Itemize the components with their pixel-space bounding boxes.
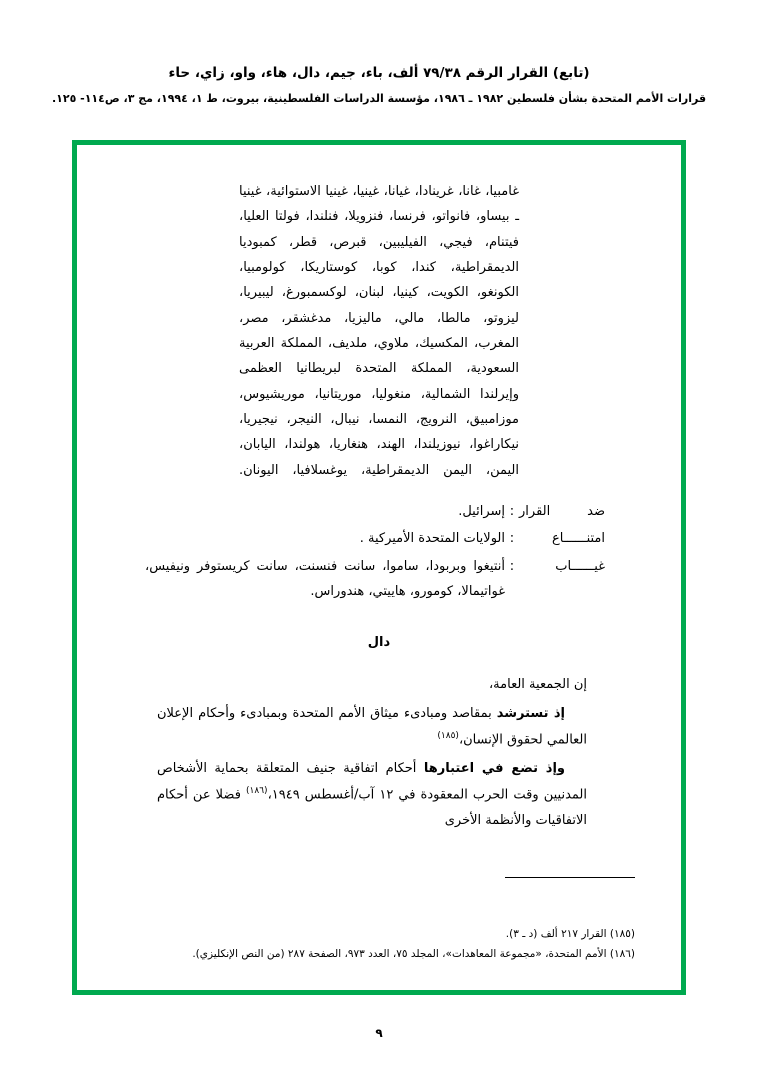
vote-label: غيــــــاب [555, 558, 605, 574]
countries-paragraph: غامبيا، غانا، غرينادا، غيانا، غينيا، غينيا الاستوائية، غينيا ـ بيساو، فانواتو، فرنسا، فنزويلا، فنلندا، فولتا العليا، فيتنام، فيجي، الفيليبين، قبرص، قطر، كمبوديا الديمقراطية، كندا، كوبا، كوستاريكا، كولومبيا، الكونغو، الكويت، كينيا، لبنان، لوكسمبورغ، ليبيريا، ليزوتو، مالطا، مالي، ماليزيا، مدغشقر، مصر، المغرب، المكسيك، ملاوي، ملديف، المملكة العربية السعودية، المملكة المتحدة لبريطانيا العظمى وإيرلندا الشمالية، منغوليا، موريتانيا، موريشيوس، موزامبيق، النرويج، النمسا، نيبال، النيجر، نيجيريا، نيكاراغوا، نيوزيلندا، الهند، هنغاريا، هولندا، اليابان، اليمن، اليمن الديمقراطية، يوغسلافيا، اليونان. [239, 184, 519, 478]
vote-row [145, 554, 605, 605]
footnote-item: (١٨٥) القرار ٢١٧ ألف (د ـ ٣). [505, 928, 635, 941]
vote-colon: : [509, 558, 515, 574]
green-border-frame [72, 140, 686, 995]
vote-value: الولايات المتحدة الأميركية . [359, 531, 505, 547]
vote-row [145, 526, 605, 551]
preamble-2-text: أحكام اتفاقية جنيف المتعلقة بحماية الأشخاص المدنيين وقت الحرب المعقودة في ١٢ آب/أغسطس ١٩٤٩، [157, 760, 587, 803]
preamble-paragraph-2 [157, 756, 587, 834]
vote-label: ضد القرار [519, 504, 605, 520]
vote-row [145, 499, 605, 524]
preamble-1-lead: إذ تسترشد [496, 705, 565, 721]
section-letter-heading: دال [367, 634, 391, 650]
footnote-ref-185: (١٨٥) [437, 730, 459, 741]
preamble-paragraph-1 [157, 701, 587, 753]
vote-results-list [145, 499, 605, 604]
frame-content [77, 145, 681, 990]
page-source-line: قرارات الأمم المتحدة بشأن فلسطين ١٩٨٢ ـ ١٩٨٦، مؤسسة الدراسات الفلسطينية، بيروت، ط ١، ١٩٩٤، مج ٣، ص١١٤- ١٢٥. [51, 91, 707, 105]
preamble-1-text: بمقاصد ومبادىء ميثاق الأمم المتحدة وبمبادىء وأحكام الإعلان العالمي لحقوق الإنسان، [157, 705, 587, 747]
footnote-ref-186: (١٨٦) [246, 785, 268, 796]
footnote-item: (١٨٦) الأمم المتحدة، «مجموعة المعاهدات»، المجلد ٧٥، العدد ٩٧٣، الصفحة ٢٨٧ (من النص الإنكليزي). [192, 947, 635, 960]
resolution-body [157, 672, 587, 835]
vote-colon: : [509, 504, 515, 520]
vote-colon: : [509, 531, 515, 547]
page-number: ٩ [375, 1026, 383, 1040]
vote-label: امتنــــــاع [552, 531, 605, 547]
footnote-separator [505, 877, 635, 878]
page-header [0, 0, 758, 105]
preamble-2-tail: فضلا عن أحكام الاتفاقيات والأنظمة الأخرى [157, 787, 587, 829]
preamble-2-lead: وإذ تضع في اعتبارها [423, 760, 565, 776]
page-title: (تابع) القرار الرقم ٧٩/٣٨ ألف، باء، جيم، دال، هاء، واو، زاي، حاء [168, 65, 590, 81]
vote-value: أنتيغوا وبربودا، ساموا، سانت فنسنت، سانت كريستوفر ونيفيس، غواتيمالا، كومورو، هاييتي، هندوراس. [145, 558, 505, 600]
assembly-line: إن الجمعية العامة، [488, 676, 587, 692]
footnotes-block [123, 925, 635, 964]
vote-value: إسرائيل. [458, 504, 505, 520]
